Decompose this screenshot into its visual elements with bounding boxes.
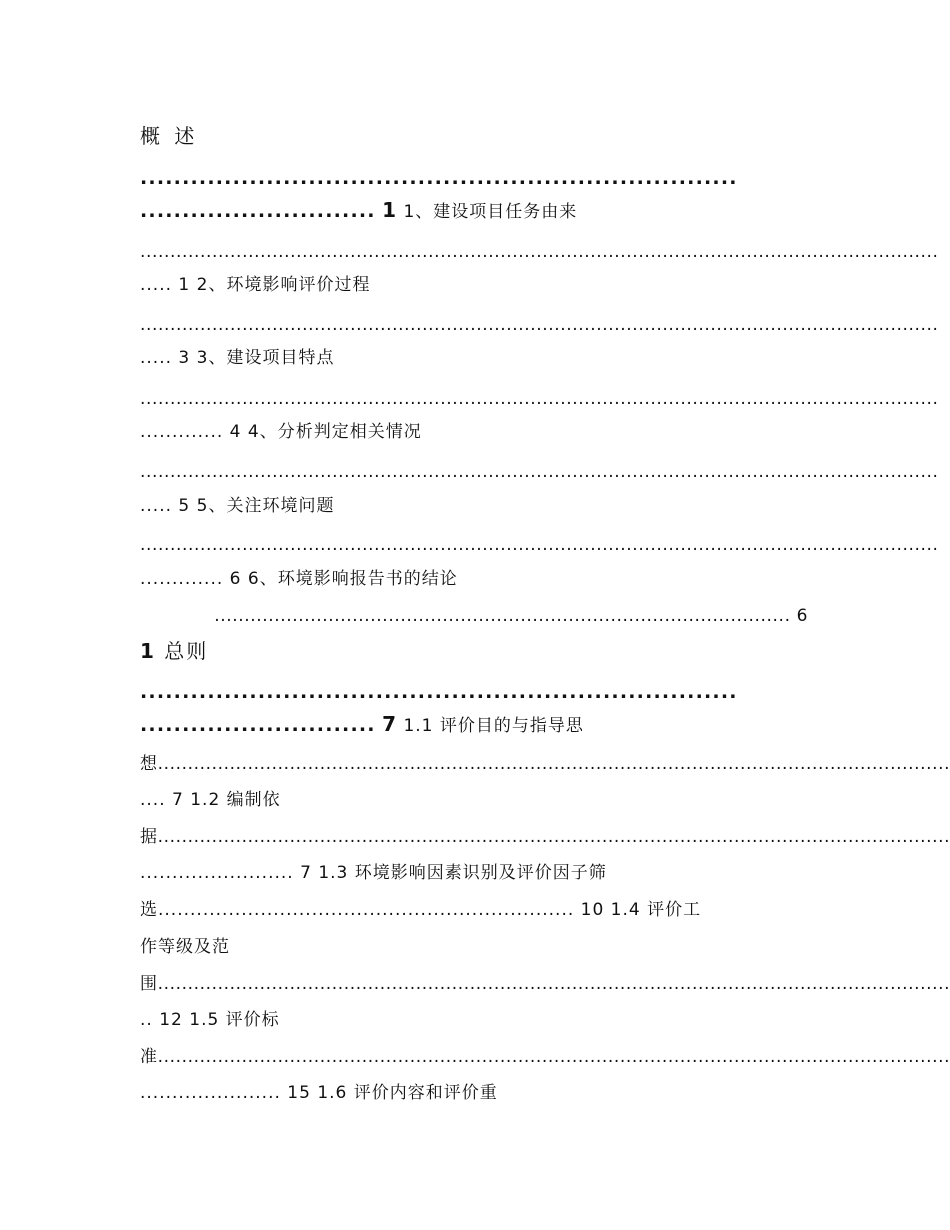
toc-entry-1-2[interactable]: .... 7 1.2 编制依 (140, 790, 281, 810)
toc-entry-1[interactable] (140, 198, 808, 224)
toc-entry-1-4-cont: 作等级及范 (140, 937, 230, 957)
toc-entry-1-3[interactable]: ........................ 7 1.3 环境影响因素识别及评价因子筛 (140, 863, 607, 883)
toc-entry-1-3-cont[interactable]: 选................................................................. 10 1.4 评价工 (140, 900, 702, 920)
toc-page-number: 7 (382, 712, 398, 736)
toc-entry-5[interactable]: ..... 5 5、关注环境问题 (140, 496, 335, 516)
toc-leader-bold: ....................................................................... (140, 681, 738, 703)
toc-leader: ..................................................................................................................................... (140, 315, 939, 335)
toc-page-number: 1 (382, 198, 398, 222)
toc-entry-1-2-cont: 据.................................................................................................................................... (140, 827, 950, 847)
toc-entry-1-6[interactable]: ...................... 15 1.6 评价内容和评价重 (140, 1083, 498, 1103)
toc-leader: ..................................................................................................................................... (140, 535, 939, 555)
toc-leader-bold: ....................................................................... (140, 167, 738, 189)
toc-leader: ..................................................................................................................................... (140, 389, 939, 409)
toc-entry-label: 1、建设项目任务由来 (403, 202, 578, 222)
toc-leader-bold-tail: ............................ (140, 200, 376, 222)
chapter-number: 1 (140, 639, 156, 663)
toc-leader: ..................................................................................................................................... (140, 242, 939, 262)
toc-heading-general (140, 638, 208, 664)
toc-entry-4[interactable]: ............. 4 4、分析判定相关情况 (140, 422, 422, 442)
toc-entry-6[interactable]: ............. 6 6、环境影响报告书的结论 (140, 569, 458, 589)
toc-entry-3[interactable]: ..... 3 3、建设项目特点 (140, 348, 335, 368)
toc-entry-1-4-leader: 围.................................................................................................................................... (140, 974, 950, 994)
chapter-title: 总则 (164, 639, 209, 663)
toc-entry-6-page: ................................................................................................ 6 (214, 606, 808, 626)
toc-leader-bold-tail: ............................ (140, 714, 376, 736)
toc-heading-overview: 概 述 (140, 124, 199, 148)
toc-entry-1-5-cont: 准.................................................................................................................................... (140, 1047, 950, 1067)
toc-entry-2[interactable]: ..... 1 2、环境影响评价过程 (140, 275, 371, 295)
toc-leader: ..................................................................................................................................... (140, 462, 939, 482)
toc-entry-1-5[interactable]: .. 12 1.5 评价标 (140, 1010, 280, 1030)
toc-entry-label: 1.1 评价目的与指导思 (403, 716, 584, 736)
toc-entry-1-1[interactable] (140, 712, 808, 738)
toc-entry-1-1-cont: 想.................................................................................................................................... (140, 754, 950, 774)
